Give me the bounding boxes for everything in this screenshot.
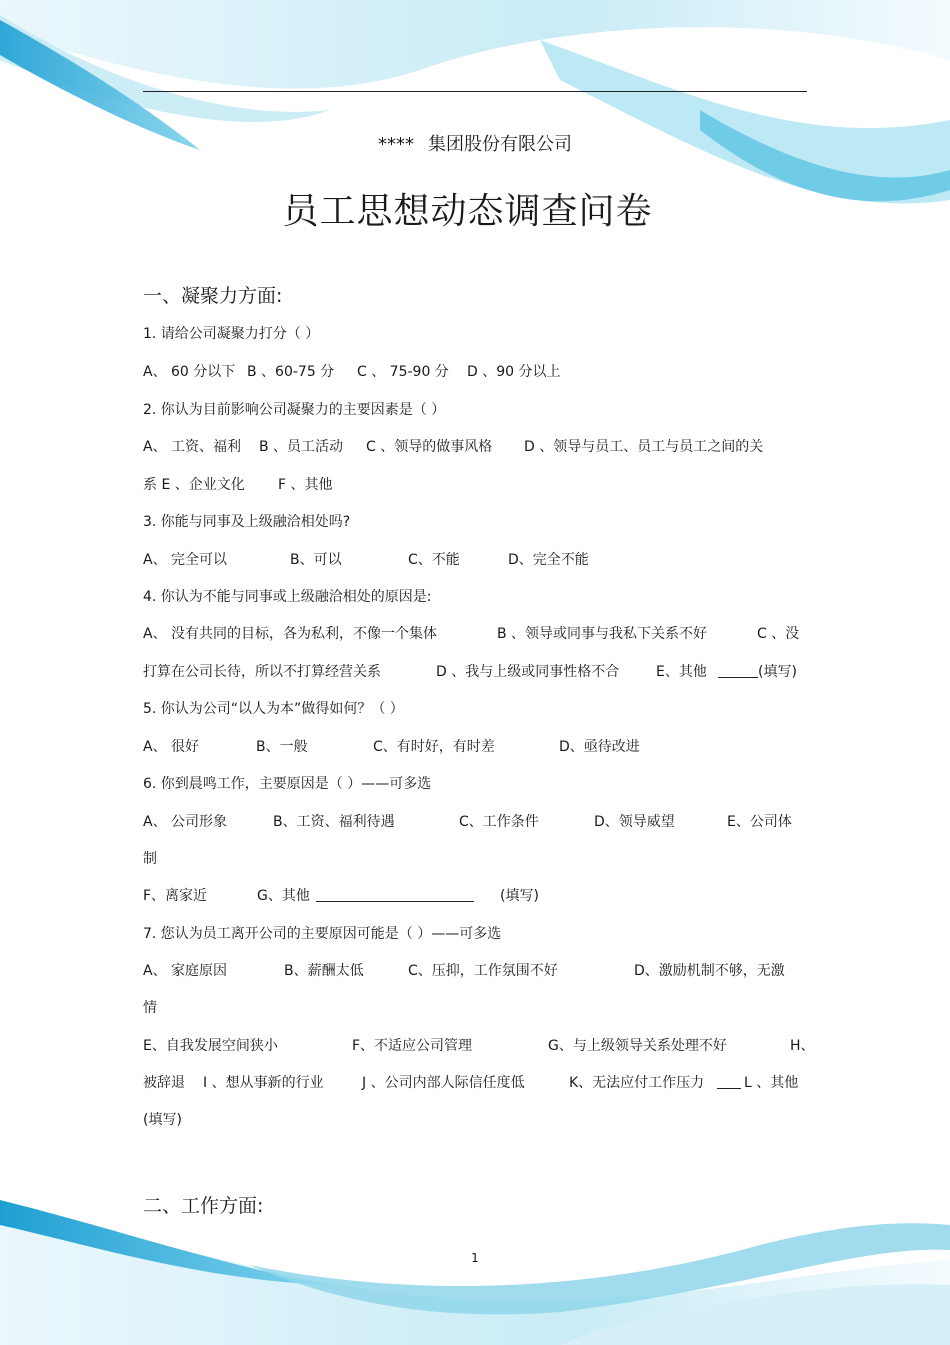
option: J 、公司内部人际信任度低: [362, 1075, 525, 1091]
option: A、 没有共同的目标，各为私利，不像一个集体: [143, 626, 438, 642]
option: F、离家近: [143, 888, 208, 904]
section-heading-1: 一、凝聚力方面:: [143, 285, 283, 307]
question-6-options-cont: 制: [143, 851, 157, 867]
fill-in-note: (填写): [758, 664, 797, 680]
option: E、自我发展空间狭小: [143, 1038, 278, 1054]
fill-in-note: (填写): [143, 1112, 182, 1128]
question-6: 6. 你到晨鸣工作，主要原因是（ ）——可多选: [143, 776, 432, 792]
option: A、 家庭原因: [143, 963, 228, 979]
option: C 、没: [757, 626, 800, 642]
question-2: 2. 你认为目前影响公司凝聚力的主要因素是（ ）: [143, 402, 446, 418]
option: C、工作条件: [459, 814, 539, 830]
option: F、不适应公司管理: [352, 1038, 473, 1054]
question-7: 7. 您认为员工离开公司的主要原因可能是（ ）——可多选: [143, 926, 502, 942]
option: A、 完全可以: [143, 552, 228, 568]
option: C 、领导的做事风格: [366, 439, 493, 455]
option: B、可以: [290, 552, 342, 568]
option: D、完全不能: [508, 552, 589, 568]
option: 打算在公司长待，所以不打算经营关系: [143, 664, 381, 680]
option: E、其他: [656, 664, 707, 680]
option: C 、 75-90 分: [357, 364, 449, 380]
option: G、与上级领导关系处理不好: [548, 1038, 727, 1054]
option: A、 60 分以下: [143, 364, 236, 380]
fill-in-blank[interactable]: [718, 663, 758, 678]
header-rule: [143, 91, 807, 92]
option: B、薪酬太低: [284, 963, 364, 979]
option: 系 E 、企业文化: [143, 477, 245, 493]
option: F 、其他: [278, 477, 333, 493]
option: 被辞退: [143, 1075, 185, 1091]
option: B 、60-75 分: [247, 364, 335, 380]
option: D 、领导与员工、员工与员工之间的关: [524, 439, 764, 455]
option: E、公司体: [727, 814, 792, 830]
company-name-text: 集团股份有限公司: [428, 134, 572, 155]
option: H、: [790, 1038, 815, 1054]
option: I 、想从事新的行业: [203, 1075, 324, 1091]
fill-in-blank[interactable]: [717, 1074, 741, 1089]
question-5: 5. 你认为公司“以人为本”做得如何？（ ）: [143, 701, 404, 717]
option: B、工资、福利待遇: [273, 814, 395, 830]
question-3: 3. 你能与同事及上级融洽相处吗?: [143, 514, 351, 530]
option: D、领导威望: [594, 814, 675, 830]
company-stars: ****: [378, 134, 414, 155]
option: B、一般: [256, 739, 308, 755]
option: A、 公司形象: [143, 814, 228, 830]
option: C、有时好，有时差: [373, 739, 495, 755]
company-name: [0, 130, 950, 156]
page-number: 1: [471, 1251, 479, 1265]
option: D、亟待改进: [559, 739, 640, 755]
option: C、压抑，工作氛围不好: [408, 963, 558, 979]
page-title: 员工思想动态调查问卷: [282, 191, 653, 232]
fill-in-blank[interactable]: [316, 887, 474, 902]
fill-in-note: (填写): [500, 888, 539, 904]
option: A、 很好: [143, 739, 200, 755]
option: L 、其他: [744, 1075, 799, 1091]
question-1: 1. 请给公司凝聚力打分（ ）: [143, 326, 320, 342]
option: B 、员工活动: [259, 439, 344, 455]
option: K、无法应付工作压力: [569, 1075, 705, 1091]
option: D 、90 分以上: [467, 364, 561, 380]
section-heading-2: 二、工作方面:: [143, 1195, 264, 1217]
option: A、 工资、福利: [143, 439, 242, 455]
option: D、激励机制不够，无激: [634, 963, 785, 979]
question-4: 4. 你认为不能与同事或上级融洽相处的原因是:: [143, 589, 432, 605]
option: B 、领导或同事与我私下关系不好: [497, 626, 708, 642]
option: G、其他: [257, 888, 310, 904]
option: D 、我与上级或同事性格不合: [436, 664, 620, 680]
option: C、不能: [408, 552, 460, 568]
question-7-options-cont: 情: [143, 1000, 157, 1016]
